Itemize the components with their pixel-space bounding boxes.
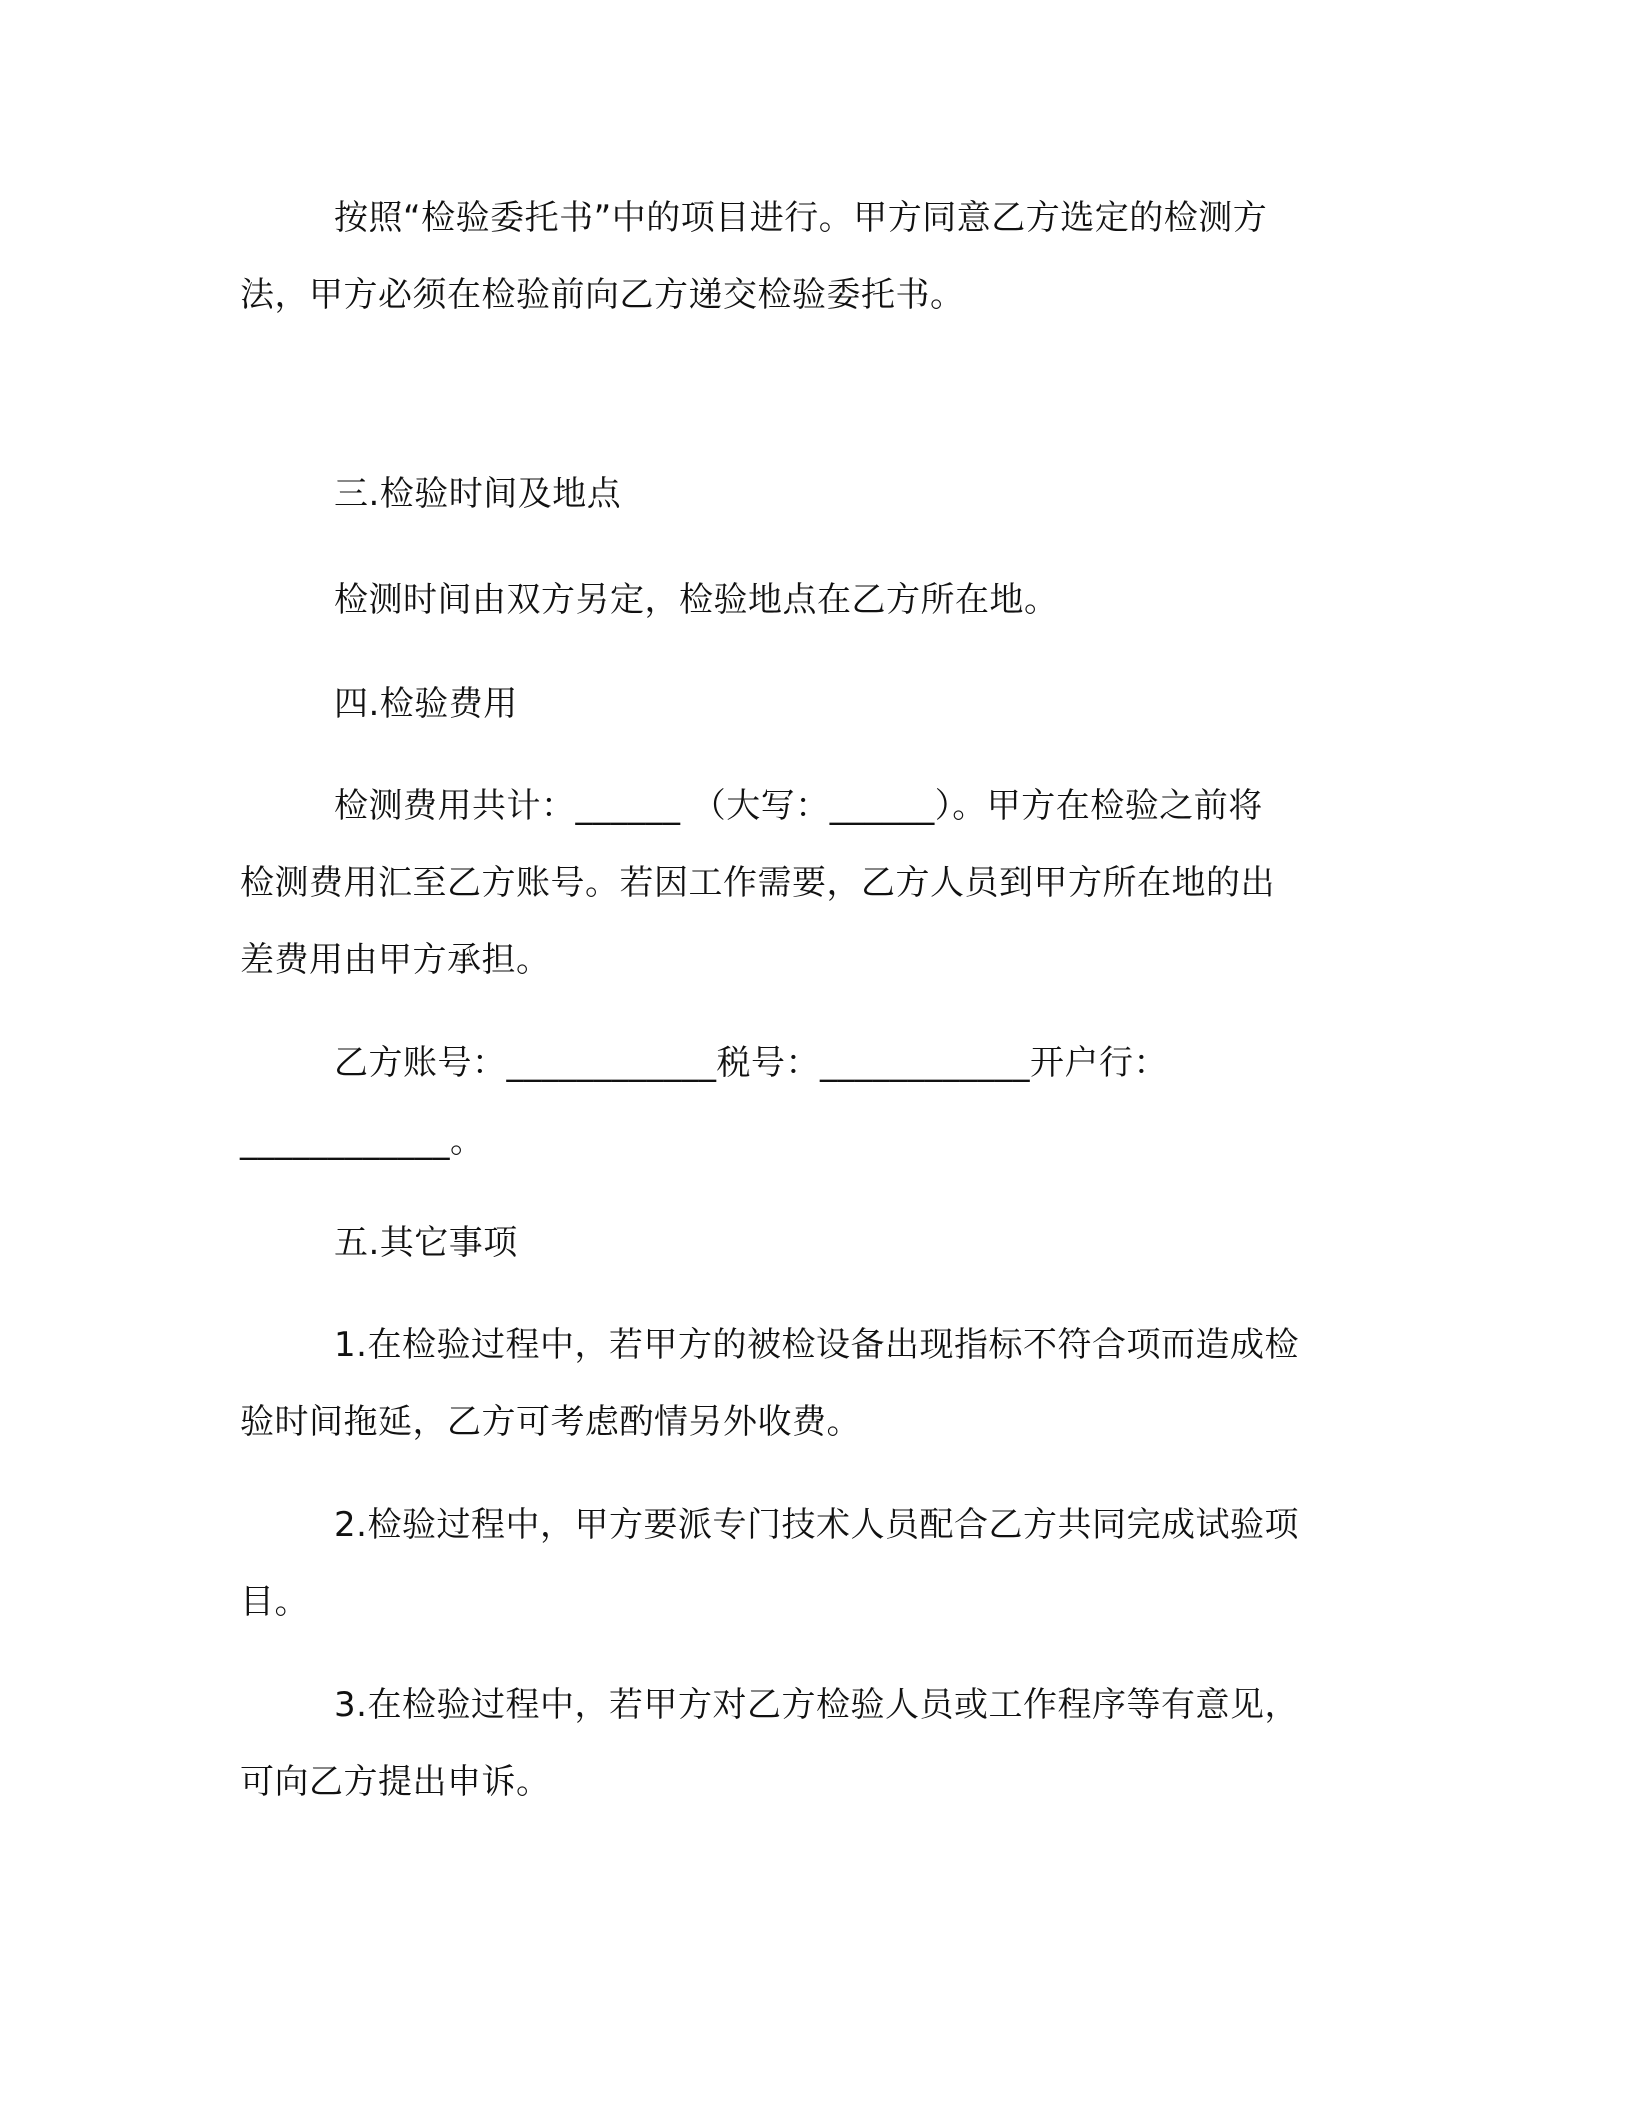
paragraph-line: 检测时间由双方另定，检验地点在乙方所在地。 — [334, 580, 1059, 620]
paragraph-line: 检测费用汇至乙方账号。若因工作需要，乙方人员到甲方所在地的出 — [240, 863, 1275, 903]
paragraph-line: 验时间拖延，乙方可考虑酌情另外收费。 — [240, 1402, 861, 1442]
paragraph-line: 差费用由甲方承担。 — [240, 940, 551, 980]
paragraph-line: 可向乙方提出申诉。 — [240, 1762, 551, 1802]
paragraph-line: 法，甲方必须在检验前向乙方递交检验委托书。 — [240, 275, 965, 315]
paragraph-line: 2.检验过程中，甲方要派专门技术人员配合乙方共同完成试验项 — [334, 1505, 1299, 1545]
paragraph-line: 按照“检验委托书”中的项目进行。甲方同意乙方选定的检测方 — [334, 198, 1268, 238]
paragraph-line: 目。 — [240, 1582, 309, 1622]
paragraph-line: 检测费用共计：______ （大写：______）。甲方在检验之前将 — [334, 786, 1263, 826]
paragraph-line: 3.在检验过程中，若甲方对乙方检验人员或工作程序等有意见， — [334, 1685, 1299, 1725]
section-heading: 三.检验时间及地点 — [334, 474, 622, 514]
paragraph-line: ____________。 — [240, 1121, 485, 1161]
section-heading: 五.其它事项 — [334, 1223, 518, 1263]
paragraph-line: 乙方账号：____________税号：____________开户行： — [334, 1043, 1168, 1083]
section-heading: 四.检验费用 — [334, 684, 518, 724]
paragraph-line: 1.在检验过程中，若甲方的被检设备出现指标不符合项而造成检 — [334, 1325, 1299, 1365]
